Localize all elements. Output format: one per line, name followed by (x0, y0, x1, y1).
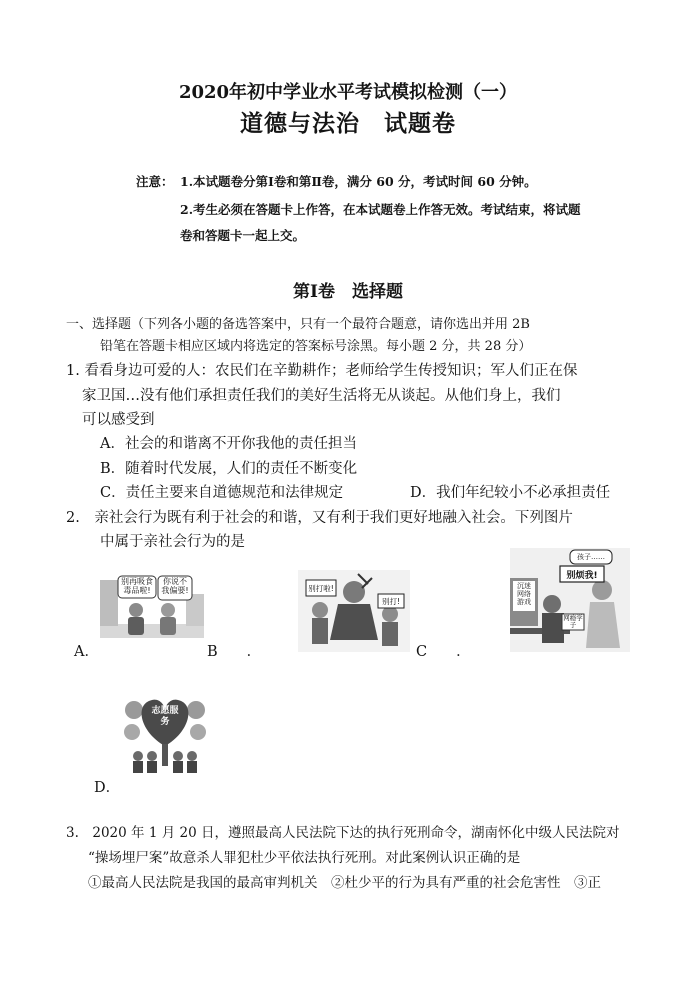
pic-c-sign-text: 网瘾学子 (563, 614, 583, 629)
pic-c-bubble-2: 别烦我! (566, 571, 598, 581)
pic-b-sign-2: 别打! (381, 597, 400, 606)
notice-label: 注意： (136, 174, 174, 189)
section-title: 第Ⅰ卷 选择题 (293, 282, 403, 302)
pic-d-heart-text: 志愿服务 (151, 706, 179, 727)
pic-a-bubble-2: 你说不我偏要! (161, 577, 189, 595)
pic-a-bubble-1: 别再吸食毒品啦! (121, 577, 153, 595)
q2-stem-line-1: 2. 亲社会行为既有利于社会的和谐，又有利于我们更好地融入社会。下列图片 (66, 510, 573, 526)
pic-c-bubble-1: 孩子…… (577, 553, 605, 561)
q1-stem-line-1: 1. 看看身边可爱的人：农民们在辛勤耕作；老师给学生传授知识；军人们正在保 (66, 363, 578, 379)
q1-option-b: B．随着时代发展，人们的责任不断变化 (100, 461, 358, 477)
q3-stem-line-2: “操场埋尸案”故意杀人罪犯杜少平依法执行死刑。对此案例认识正确的是 (88, 850, 521, 866)
q1-stem-line-2: 家卫国…没有他们承担责任我们的美好生活将无从谈起。从他们身上，我们 (82, 388, 561, 404)
q2-option-d-label: D． (94, 780, 121, 796)
q2-option-a-label: A． (74, 644, 99, 660)
exam-subtitle: 道德与法治 试题卷 (240, 110, 456, 137)
q2-option-b-label: B ． (207, 644, 262, 660)
notice-line-3: 卷和答题卡一起上交。 (180, 228, 306, 243)
q2-option-c-label: C ． (416, 644, 471, 660)
notice-line-2: 2.考生必须在答题卡上作答，在本试题卷上作答无效。考试结束，将试题 (180, 202, 581, 217)
q2-picture-a (98, 574, 206, 640)
q1-option-c: C．责任主要来自道德规范和法律规定 (100, 485, 344, 501)
q2-picture-c (510, 548, 630, 652)
exam-title: 2020年初中学业水平考试模拟检测（一） (178, 82, 518, 103)
q1-option-d: D．我们年纪较小不必承担责任 (410, 485, 611, 501)
pic-b-sign-1: 别打啦! (308, 584, 334, 593)
q3-stem-line-1: 3. 2020 年 1 月 20 日，遵照最高人民法院下达的执行死刑命令，湖南怀化中级人民法院对 (66, 825, 620, 841)
instruction-line-2: 铅笔在答题卡相应区域内将选定的答案标号涂黑。每小题 2 分，共 28 分） (100, 339, 532, 354)
q2-picture-d (120, 694, 210, 774)
notice-line-1: 1.本试题卷分第Ⅰ卷和第Ⅱ卷，满分 60 分，考试时间 60 分钟。 (180, 174, 537, 189)
q2-picture-b (298, 570, 410, 652)
instruction-line-1: 一、选择题（下列各小题的备选答案中，只有一个最符合题意，请你选出并用 2B (66, 317, 530, 332)
q1-stem-line-3: 可以感受到 (82, 412, 155, 428)
q2-stem-line-2: 中属于亲社会行为的是 (100, 534, 245, 550)
pic-c-screen-text: 沉迷网络游戏 (517, 582, 531, 606)
q1-option-a: A．社会的和谐离不开你我他的责任担当 (100, 436, 357, 452)
q3-stem-line-3: ①最高人民法院是我国的最高审判机关 ②杜少平的行为具有严重的社会危害性 ③正 (88, 875, 601, 891)
